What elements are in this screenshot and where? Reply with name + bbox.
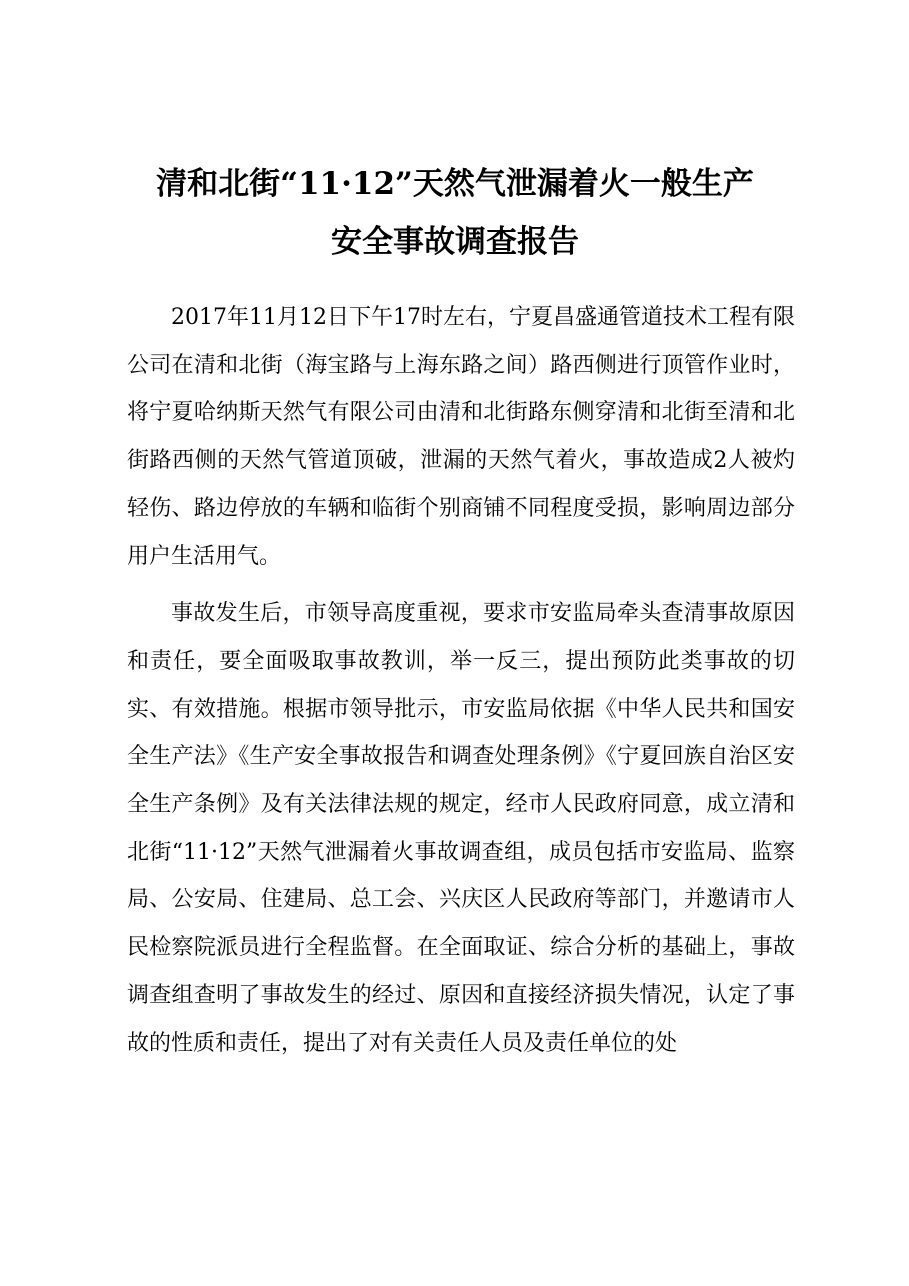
title-line-1: 清和北街“11·12”天然气泄漏着火一般生产 [156, 166, 754, 202]
document-title [110, 155, 800, 271]
title-line-2: 安全事故调查报告 [331, 224, 579, 260]
paragraph-2: 事故发生后，市领导高度重视，要求市安监局牵头查清事故原因和责任，要全面吸取事故教训，举一反三，提出预防此类事故的切实、有效措施。根据市领导批示，市安监局依据《中华人民共和国安全生产法》《生产安全事故报告和调查处理条例》《宁夏回族自治区安全生产条例》及有关法律法规的规定，经市人民政府同意，成立清和北街“11·12”天然气泄漏着火事故调查组，成员包括市安监局、监察局、公安局、住建局、总工会、兴庆区人民政府等部门，并邀请市人民检察院派员进行全程监督。在全面取证、综合分析的基础上，事故调查组查明了事故发生的经过、原因和直接经济损失情况，认定了事故的性质和责任，提出了对有关责任人员及责任单位的处 [127, 601, 795, 1056]
document-body [127, 294, 795, 1077]
paragraph-1: 2017年11月12日下午17时左右，宁夏昌盛通管道技术工程有限公司在清和北街（海宝路与上海东路之间）路西侧进行顶管作业时，将宁夏哈纳斯天然气有限公司由清和北街路东侧穿清和北街至清和北街路西侧的天然气管道顶破，泄漏的天然气着火，事故造成2人被灼轻伤、路边停放的车辆和临街个别商铺不同程度受损，影响周边部分用户生活用气。 [127, 305, 795, 569]
